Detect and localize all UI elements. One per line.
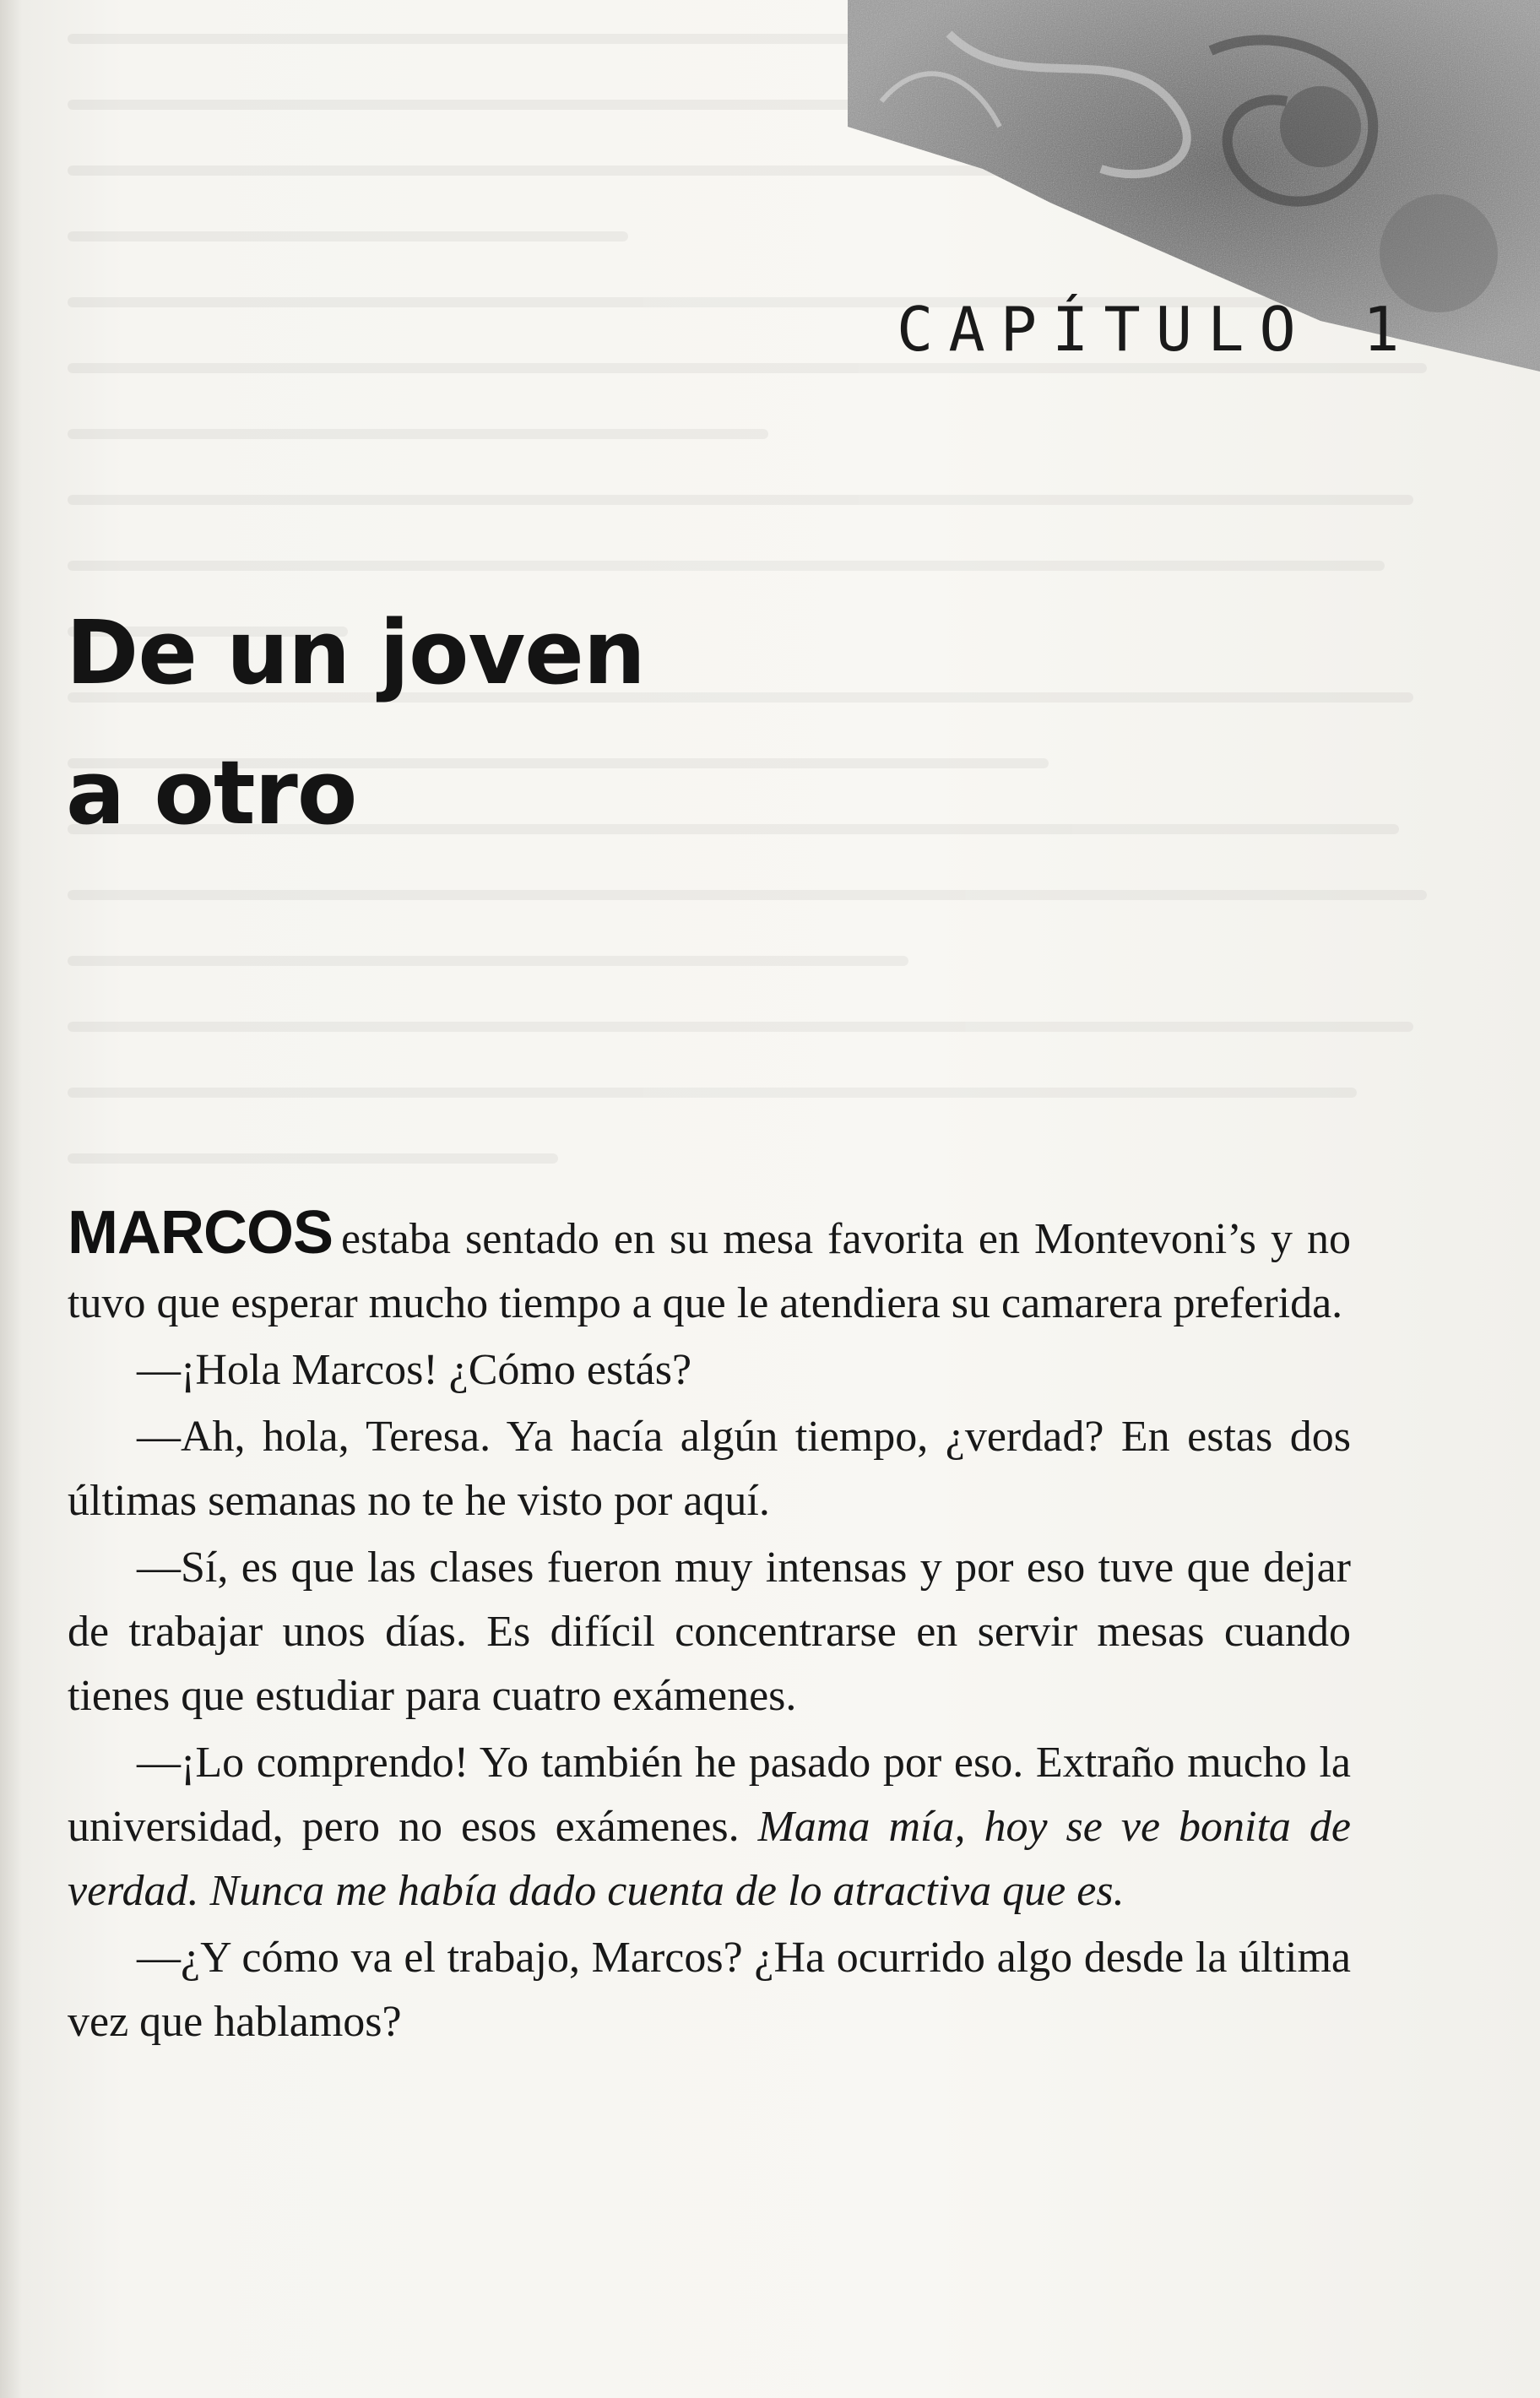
- dialogue-paragraph: [68, 1731, 1351, 1923]
- paragraph-text: —Ah, hola, Teresa. Ya hacía algún tiempo, ¿verdad? En estas dos últimas semanas no te he visto por aquí.: [68, 1413, 1351, 1525]
- dialogue-paragraph: [68, 1536, 1351, 1728]
- paragraph-text: —¡Hola Marcos! ¿Cómo estás?: [137, 1346, 692, 1394]
- paragraph-text: —¡Lo comprendo! Yo también he pasado por eso. Extraño mucho la universidad, pero no esos exámenes.: [68, 1739, 1351, 1851]
- dialogue-paragraph: [68, 1405, 1351, 1533]
- chapter-body-text: [68, 1201, 1351, 2057]
- chapter-number-label: CAPÍTULO 1: [897, 294, 1415, 365]
- paragraph-text: —Sí, es que las clases fueron muy intensas y por eso tuve que dejar de trabajar unos días. Es difícil concentrarse en servir mesas cuando tienes que estudiar para cuatro exámenes.: [68, 1544, 1351, 1720]
- dialogue-paragraph: [68, 1338, 1351, 1402]
- chapter-title-line-2: a otro: [66, 741, 357, 844]
- chapter-title: [66, 583, 645, 863]
- chapter-title-line-1: De un joven: [66, 601, 645, 704]
- paragraph-text: —¿Y cómo va el trabajo, Marcos? ¿Ha ocurrido algo desde la última vez que hablamos?: [68, 1934, 1351, 2046]
- dialogue-paragraph: [68, 1926, 1351, 2054]
- inner-thought-text: Mama mía, hoy se ve bonita de verdad. Nunca me había dado cuenta de lo atractiva que es.: [68, 1803, 1352, 1915]
- paragraph-opening: [68, 1201, 1351, 1336]
- page-gutter-shadow: [0, 0, 22, 2398]
- paragraph-text: estaba sentado en su mesa favorita en Montevoni’s y no tuvo que esperar mucho tiempo a que le atendiera su camarera preferida.: [68, 1215, 1351, 1327]
- opening-character-name: MARCOS: [68, 1199, 333, 1267]
